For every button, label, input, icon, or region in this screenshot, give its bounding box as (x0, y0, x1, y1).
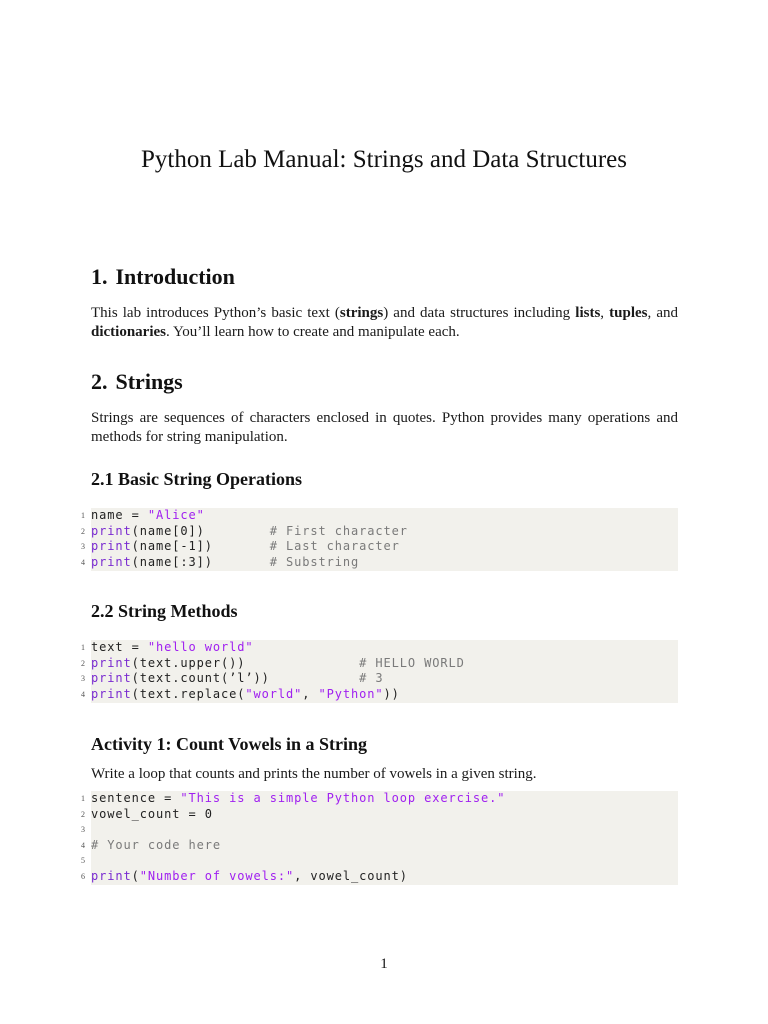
code-keyword: print (91, 671, 132, 685)
code-line (81, 686, 678, 703)
bold-term: tuples (609, 305, 648, 321)
line-number: 2 (81, 526, 85, 536)
code-comment: # Your code here (91, 837, 221, 852)
code-string: "hello world" (147, 640, 254, 654)
paragraph-text: ) and data structures including (383, 305, 576, 321)
line-number: 2 (81, 658, 85, 668)
section-heading-introduction (91, 264, 235, 290)
code-line (81, 806, 678, 823)
code-comment: # Substring (269, 554, 360, 569)
code-keyword: print (91, 655, 132, 670)
line-number: 1 (81, 794, 85, 803)
code-line (81, 837, 678, 854)
line-number: 5 (81, 856, 85, 865)
code-comment: # First character (269, 523, 408, 538)
line-number: 3 (81, 674, 85, 683)
subsection-heading-activity: Activity 1: Count Vowels in a String (91, 734, 368, 754)
subsection-heading-string-methods: 2.2 String Methods (91, 601, 238, 621)
line-number: 6 (81, 871, 85, 881)
line-number: 4 (81, 840, 85, 850)
paragraph-text: This lab introduces Python’s basic text ( (91, 305, 340, 321)
code-keyword: print (91, 554, 132, 569)
line-number: 4 (81, 557, 85, 567)
code-block-basic-operations (81, 508, 678, 571)
code-comment: # HELLO WORLD (359, 655, 465, 670)
code-text: (text.replace( (131, 686, 246, 701)
code-keyword: print (91, 523, 132, 538)
paragraph-text: , (600, 305, 610, 321)
section-heading-strings (91, 369, 183, 395)
subsection-heading-basic-operations: 2.1 Basic String Operations (91, 469, 303, 489)
line-number: 3 (81, 825, 85, 834)
code-line (81, 671, 678, 687)
code-line (81, 539, 678, 555)
code-string: "Alice" (147, 508, 205, 522)
code-keyword: print (91, 539, 132, 553)
code-comment: # Last character (269, 539, 400, 553)
paragraph-text: . You’ll learn how to create and manipulate each. (166, 324, 460, 340)
code-text: (name[:3]) (131, 554, 270, 569)
bold-term: lists (575, 305, 601, 321)
code-line (81, 853, 678, 869)
code-line (81, 868, 678, 885)
section-title: Introduction (115, 264, 235, 289)
code-line (81, 508, 678, 524)
activity-paragraph: Write a loop that counts and prints the number of vowels in a given string. (91, 766, 537, 782)
section-title: Strings (115, 369, 183, 394)
section-number: 1. (91, 264, 108, 289)
code-text: (name[0]) (131, 523, 270, 538)
code-text: name = (91, 508, 148, 522)
bold-term: strings (339, 305, 384, 321)
code-text: sentence = (91, 791, 181, 805)
code-line (81, 554, 678, 571)
code-block-activity (81, 791, 678, 885)
introduction-paragraph (91, 304, 678, 342)
code-text: ( (131, 868, 140, 883)
paragraph-text: , and (647, 305, 678, 321)
code-line (81, 640, 678, 656)
document-title: Python Lab Manual: Strings and Data Structures (140, 146, 628, 173)
code-keyword: print (91, 686, 132, 701)
code-text: , vowel_count) (294, 868, 408, 883)
code-text: text = (91, 640, 148, 654)
line-number: 1 (81, 643, 85, 652)
code-string: "Python" (318, 686, 384, 701)
line-number: 3 (81, 542, 85, 551)
code-text: (text.upper()) (131, 655, 360, 670)
code-text: (name[-1]) (131, 539, 270, 553)
code-string: "world" (245, 686, 303, 701)
line-number: 4 (81, 689, 85, 699)
code-keyword: print (91, 868, 132, 883)
line-number: 1 (81, 511, 85, 520)
code-line (81, 791, 678, 807)
code-text: (text.count(’l’)) (131, 671, 360, 685)
code-comment: # 3 (359, 671, 384, 685)
strings-paragraph: Strings are sequences of characters enclosed in quotes. Python provides many operations and methods for string manipulation. (91, 410, 678, 445)
page-number: 1 (380, 956, 388, 972)
code-string: "This is a simple Python loop exercise." (180, 791, 506, 805)
line-number: 2 (81, 809, 85, 819)
code-text: )) (383, 686, 400, 701)
bold-term: dictionaries (91, 324, 166, 340)
code-block-string-methods (81, 640, 678, 703)
code-text: , (302, 686, 319, 701)
code-line (81, 523, 678, 540)
section-number: 2. (91, 369, 108, 394)
code-string: "Number of vowels:" (139, 868, 295, 883)
code-text: vowel_count = 0 (91, 806, 213, 821)
code-line (81, 655, 678, 672)
code-line (81, 822, 678, 838)
